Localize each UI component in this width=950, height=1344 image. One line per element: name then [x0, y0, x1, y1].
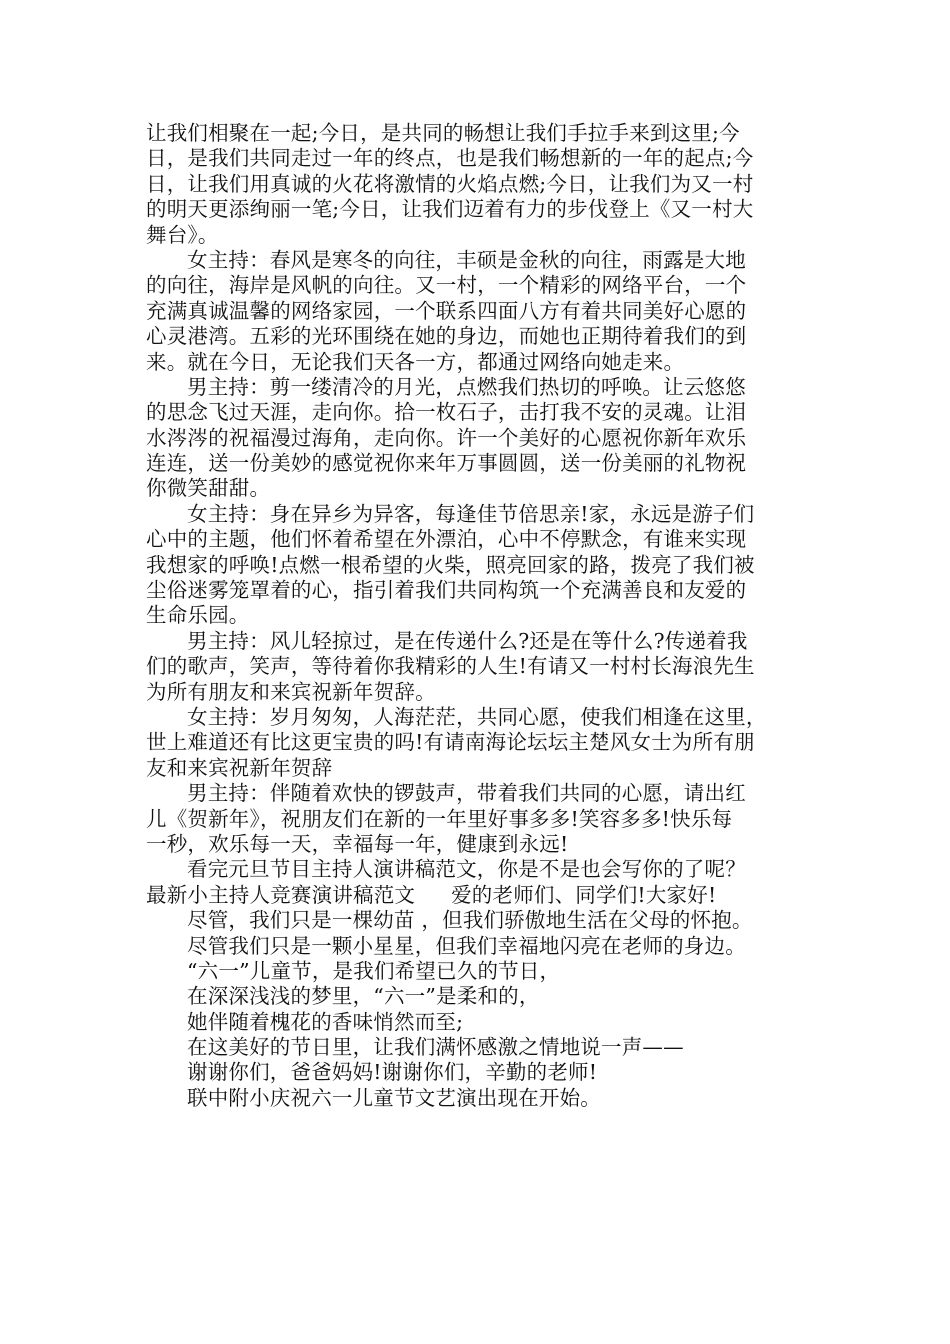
- text-line: 尘俗迷雾笼罩着的心，指引着我们共同构筑一个充满善良和友爱的: [146, 578, 747, 603]
- text-line: 世上难道还有比这更宝贵的吗!有请南海论坛坛主楚风女士为所有朋: [146, 730, 755, 755]
- text-line: 友和来宾祝新年贺辞: [146, 755, 333, 780]
- text-line: 在这美好的节日里，让我们满怀感激之情地说一声——: [187, 1035, 684, 1060]
- text-line: 女主持：春风是寒冬的向往，丰硕是金秋的向往，雨露是大地: [187, 247, 746, 272]
- text-line: 日，让我们用真诚的火花将激情的火焰点燃;今日，让我们为又一村: [146, 171, 754, 196]
- text-line: 联中附小庆祝六一儿童节文艺演出现在开始。: [187, 1085, 601, 1110]
- heading-inline: 最新小主持人竞赛演讲稿范文: [146, 882, 416, 907]
- text-line: 舞台》。: [146, 222, 219, 247]
- text-line: 看完元旦节目主持人演讲稿范文，你是不是也会写你的了呢？: [187, 857, 746, 882]
- document-body: [146, 121, 826, 1111]
- text-line: 来。就在今日，无论我们天各一方，都通过网络向她走来。: [146, 349, 685, 374]
- text-line: 尽管，我们只是一棵幼苗 ，但我们骄傲地生活在父母的怀抱。: [187, 908, 753, 933]
- greeting-inline: 爱的老师们、同学们!大家好!: [451, 882, 717, 907]
- text-line: 的明天更添绚丽一笔;今日，让我们迈着有力的步伐登上《又一村大: [146, 197, 754, 222]
- text-line: 的思念飞过天涯，走向你。拾一枚石子，击打我不安的灵魂。让泪: [146, 400, 747, 425]
- text-line: 你微笑甜甜。: [146, 476, 271, 501]
- text-line: 一秒，欢乐每一天，幸福每一年，健康到永远!: [146, 831, 569, 856]
- text-line: 心灵港湾。五彩的光环围绕在她的身边，而她也正期待着我们的到: [146, 324, 747, 349]
- text-line: 连连，送一份美妙的感觉祝你来年万事圆圆，送一份美丽的礼物祝: [146, 451, 747, 476]
- text-line: 女主持：岁月匆匆，人海茫茫，共同心愿，使我们相逢在这里，: [187, 704, 767, 729]
- text-line: 她伴随着槐花的香味悄然而至;: [187, 1009, 464, 1034]
- text-line: 的向往，海岸是风帆的向往。又一村，一个精彩的网络平台，一个: [146, 273, 747, 298]
- text-line: 我想家的呼唤!点燃一根希望的火柴，照亮回家的路，拨亮了我们被: [146, 552, 755, 577]
- text-line: 儿《贺新年》，祝朋友们在新的一年里好事多多!笑容多多!快乐每: [146, 806, 733, 831]
- text-line: 尽管我们只是一颗小星星，但我们幸福地闪亮在老师的身边。: [187, 933, 746, 958]
- text-line: “六一”儿童节，是我们希望已久的节日，: [187, 958, 561, 983]
- text-line: 们的歌声，笑声，等待着你我精彩的人生!有请又一村村长海浪先生: [146, 654, 755, 679]
- text-line-combined: [146, 883, 826, 908]
- text-line: 男主持：剪一缕清冷的月光，点燃我们热切的呼唤。让云悠悠: [187, 374, 746, 399]
- text-line: 水涔涔的祝福漫过海角，走向你。许一个美好的心愿祝你新年欢乐: [146, 425, 747, 450]
- text-line: 男主持：伴随着欢快的锣鼓声，带着我们共同的心愿，请出红: [187, 781, 746, 806]
- text-line: 生命乐园。: [146, 603, 250, 628]
- text-line: 在深深浅浅的梦里，“六一”是柔和的，: [187, 984, 540, 1009]
- text-line: 谢谢你们，爸爸妈妈!谢谢你们，辛勤的老师!: [187, 1060, 598, 1085]
- text-line: 日，是我们共同走过一年的终点，也是我们畅想新的一年的起点;今: [146, 146, 754, 171]
- text-line: 充满真诚温馨的网络家园，一个联系四面八方有着共同美好心愿的: [146, 298, 747, 323]
- text-line: 让我们相聚在一起;今日，是共同的畅想让我们手拉手来到这里;今: [146, 121, 740, 145]
- text-line: 为所有朋友和来宾祝新年贺辞。: [146, 679, 436, 704]
- text-line: 女主持：身在异乡为异客，每逢佳节倍思亲!家，永远是游子们: [187, 501, 755, 526]
- text-line: 心中的主题，他们怀着希望在外漂泊，心中不停默念，有谁来实现: [146, 527, 747, 552]
- text-line: 男主持：风儿轻掠过，是在传递什么?还是在等什么?传递着我: [187, 628, 748, 653]
